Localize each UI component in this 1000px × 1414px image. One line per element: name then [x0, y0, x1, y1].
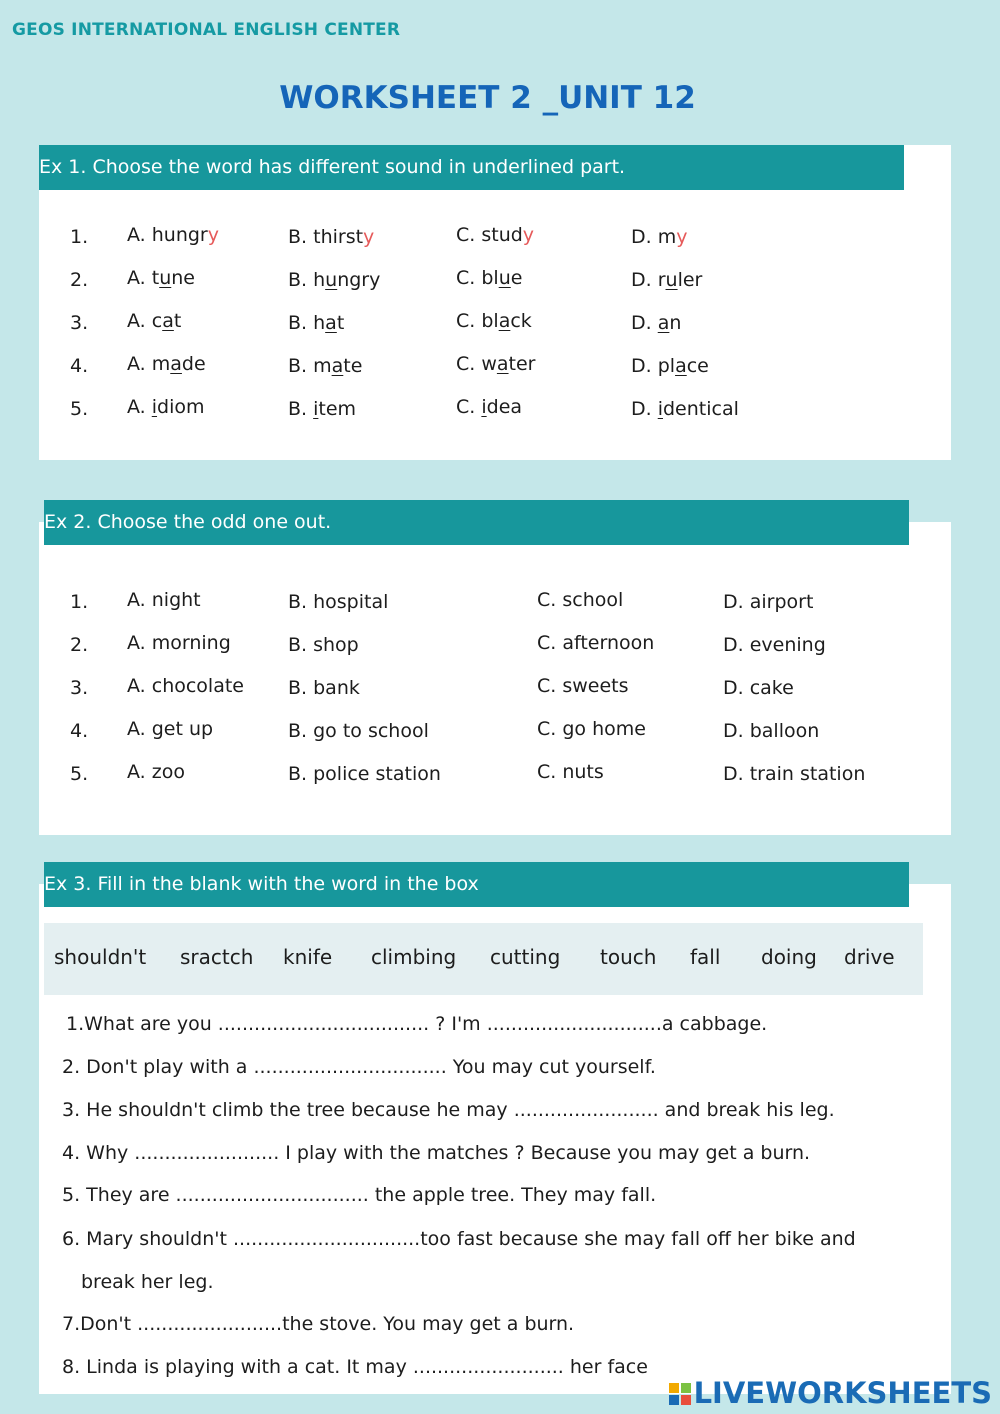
answer-option[interactable]: C. go home — [537, 718, 646, 740]
answer-option[interactable]: B. police station — [288, 763, 441, 785]
fill-blank-sentence[interactable]: 8. Linda is playing with a cat. It may ......................... her face — [62, 1356, 648, 1378]
option-text: C. w — [456, 353, 497, 375]
option-text: D. r — [631, 269, 666, 291]
underlined-part: i — [481, 396, 487, 418]
option-text: C. stud — [456, 224, 523, 246]
underlined-part: i — [313, 398, 319, 420]
answer-option[interactable]: B. hospital — [288, 591, 389, 613]
answer-option[interactable]: D. cake — [723, 677, 794, 699]
word-box-item: sractch — [180, 945, 254, 969]
option-text: A. m — [127, 353, 171, 375]
answer-option[interactable] — [127, 267, 195, 289]
word-box-item: cutting — [490, 945, 561, 969]
option-text-rest: dea — [486, 396, 523, 418]
answer-option[interactable]: C. sweets — [537, 675, 629, 697]
underlined-part: i — [151, 396, 158, 418]
answer-option[interactable]: B. bank — [288, 677, 360, 699]
underlined-part: a — [331, 355, 344, 377]
option-text-rest: t — [173, 310, 182, 332]
question-number: 4. — [70, 355, 89, 377]
option-text: D. pl — [631, 355, 676, 377]
underlined-part: a — [170, 353, 182, 375]
question-number: 3. — [70, 677, 89, 699]
underlined-part: u — [498, 267, 511, 289]
underlined-part: u — [665, 269, 678, 291]
option-text: A. hungr — [127, 224, 208, 246]
center-name: GEOS INTERNATIONAL ENGLISH CENTER — [12, 20, 401, 40]
liveworksheets-icon — [669, 1383, 691, 1405]
answer-option[interactable]: C. afternoon — [537, 632, 655, 654]
option-text-rest: ck — [510, 310, 532, 332]
underlined-part: a — [657, 312, 670, 334]
word-box-item: knife — [283, 945, 333, 969]
underlined-part: u — [159, 267, 172, 289]
word-box-item: doing — [761, 945, 817, 969]
option-text: C. bl — [456, 267, 499, 289]
answer-option[interactable] — [631, 226, 687, 248]
answer-option[interactable]: A. zoo — [127, 761, 185, 783]
option-text-rest: ne — [171, 267, 195, 289]
question-number: 4. — [70, 720, 89, 742]
option-text-rest: ce — [686, 355, 709, 377]
worksheet-title: WORKSHEET 2 _UNIT 12 — [279, 80, 696, 116]
option-text-rest: diom — [157, 396, 205, 418]
answer-option[interactable] — [288, 269, 380, 291]
fill-blank-sentence[interactable]: 3. He shouldn't climb the tree because he may ........................ and break his leg. — [62, 1099, 835, 1121]
option-text-rest: ter — [508, 353, 536, 375]
question-number: 2. — [70, 634, 89, 656]
answer-option[interactable] — [456, 267, 522, 289]
answer-option[interactable]: A. morning — [127, 632, 231, 654]
underlined-part: y — [363, 226, 375, 248]
underlined-part: u — [325, 269, 338, 291]
question-number: 5. — [70, 398, 89, 420]
ex3-heading: Ex 3. Fill in the blank with the word in the box — [44, 862, 909, 907]
fill-blank-sentence[interactable]: 1.What are you ................................... ? I'm .............................a cabbage. — [66, 1013, 768, 1035]
answer-option[interactable] — [456, 396, 522, 418]
answer-option[interactable] — [127, 353, 206, 375]
answer-option[interactable]: A. chocolate — [127, 675, 244, 697]
word-box-item: climbing — [371, 945, 457, 969]
underlined-part: y — [522, 224, 535, 246]
option-text: D. — [631, 398, 658, 420]
liveworksheets-logo — [669, 1376, 992, 1410]
answer-option[interactable]: C. school — [537, 589, 624, 611]
answer-option[interactable] — [456, 353, 536, 375]
answer-option[interactable]: C. nuts — [537, 761, 604, 783]
answer-option[interactable]: B. go to school — [288, 720, 429, 742]
answer-option[interactable] — [127, 224, 219, 246]
option-text-rest: tem — [318, 398, 357, 420]
answer-option[interactable] — [288, 312, 344, 334]
underlined-part: a — [496, 353, 509, 375]
answer-option[interactable] — [631, 398, 739, 420]
underlined-part: a — [675, 355, 687, 377]
underlined-part: a — [498, 310, 511, 332]
fill-blank-sentence[interactable]: 4. Why ........................ I play with the matches ? Because you may get a burn. — [62, 1142, 811, 1164]
answer-option[interactable] — [631, 312, 681, 334]
answer-option[interactable] — [127, 310, 181, 332]
option-text: B. h — [288, 312, 326, 334]
question-number: 1. — [70, 591, 89, 613]
fill-blank-sentence[interactable]: 7.Don't ........................the stove. You may get a burn. — [62, 1313, 575, 1335]
option-text-rest: ler — [677, 269, 703, 291]
liveworksheets-brand: LIVEWORKSHEETS — [693, 1376, 992, 1410]
answer-option[interactable]: D. balloon — [723, 720, 820, 742]
answer-option[interactable]: D. evening — [723, 634, 826, 656]
answer-option[interactable] — [456, 310, 532, 332]
answer-option[interactable] — [631, 355, 709, 377]
option-text: B. h — [288, 269, 326, 291]
underlined-part: y — [676, 226, 688, 248]
word-box-item: shouldn't — [54, 945, 147, 969]
option-text: B. — [288, 398, 314, 420]
question-number: 2. — [70, 269, 89, 291]
answer-option[interactable] — [288, 355, 362, 377]
underlined-part: a — [325, 312, 337, 334]
fill-blank-sentence[interactable]: 5. They are ................................ the apple tree. They may fall. — [62, 1184, 657, 1206]
option-text: A. t — [127, 267, 160, 289]
option-text: C. — [456, 396, 482, 418]
option-text-rest: ngry — [337, 269, 381, 291]
ex1-heading: Ex 1. Choose the word has different sound in underlined part. — [39, 145, 904, 190]
answer-option[interactable]: B. shop — [288, 634, 359, 656]
fill-blank-sentence[interactable]: 6. Mary shouldn't ...............................too fast because she may fall off her bike and — [62, 1228, 856, 1250]
fill-blank-sentence[interactable]: break her leg. — [81, 1271, 214, 1293]
underlined-part: y — [207, 224, 219, 246]
fill-blank-sentence[interactable]: 2. Don't play with a ................................ You may cut yourself. — [62, 1056, 656, 1078]
option-text-rest: dentical — [663, 398, 739, 420]
question-number: 1. — [70, 226, 89, 248]
option-text: D. m — [631, 226, 677, 248]
answer-option[interactable] — [631, 269, 702, 291]
option-text: B. thirst — [288, 226, 364, 248]
answer-option[interactable] — [127, 396, 205, 418]
option-text: A. c — [127, 310, 163, 332]
option-text-rest: de — [181, 353, 206, 375]
option-text: B. m — [288, 355, 332, 377]
underlined-part: i — [657, 398, 663, 420]
word-box-item: touch — [600, 945, 657, 969]
option-text-rest: n — [669, 312, 682, 334]
answer-option[interactable]: A. get up — [127, 718, 214, 740]
answer-option[interactable]: A. night — [127, 589, 201, 611]
question-number: 5. — [70, 763, 89, 785]
answer-option[interactable]: D. train station — [723, 763, 866, 785]
word-box-item: fall — [690, 945, 721, 969]
answer-option[interactable] — [288, 226, 374, 248]
option-text-rest: e — [510, 267, 523, 289]
option-text: C. bl — [456, 310, 499, 332]
answer-option[interactable] — [288, 398, 356, 420]
option-text: A. — [127, 396, 152, 418]
word-box-item: drive — [844, 945, 895, 969]
underlined-part: a — [162, 310, 174, 332]
option-text: D. — [631, 312, 658, 334]
ex2-heading: Ex 2. Choose the odd one out. — [44, 500, 909, 545]
answer-option[interactable] — [456, 224, 534, 246]
question-number: 3. — [70, 312, 89, 334]
answer-option[interactable]: D. airport — [723, 591, 814, 613]
option-text-rest: t — [336, 312, 345, 334]
option-text-rest: te — [343, 355, 363, 377]
